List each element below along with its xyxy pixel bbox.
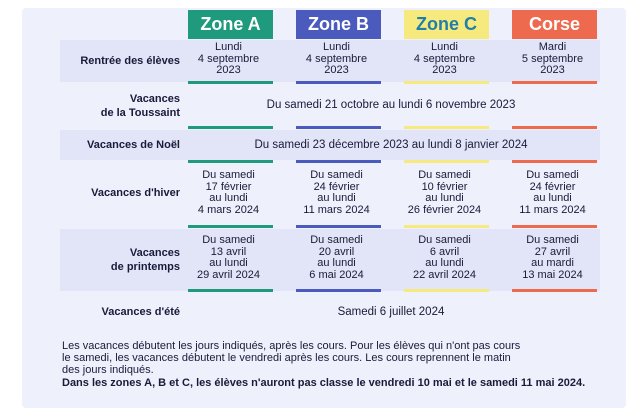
zone-bars: [0, 81, 639, 84]
zone-c-bar: [404, 289, 489, 292]
zone-b-header: Zone B: [296, 10, 381, 39]
zone-c-bar: [404, 225, 489, 228]
zone-bars: [0, 289, 639, 292]
zone-b-bar: [296, 225, 381, 228]
zone-a-bar: [188, 225, 273, 228]
cell-line: 13 mai 2024: [522, 268, 583, 281]
cell-line: 6 avril: [429, 245, 460, 258]
span-ete: Samedi 6 juillet 2024: [337, 306, 445, 318]
note-line: des jours indiqués.: [62, 364, 154, 376]
cell-line: au mardi: [531, 257, 574, 270]
zone-b-bar: [296, 289, 381, 292]
label-line: Vacances: [129, 93, 180, 105]
notes: [62, 340, 622, 389]
note-line: Les vacances débutent les jours indiqués, après les cours. Pour les élèves qui n'ont pas cours: [62, 340, 521, 352]
cell-line: 22 avril 2024: [413, 268, 476, 281]
cell-line: 4 septembre: [413, 52, 476, 65]
zone-c-bar: [404, 126, 489, 129]
cell-line: 4 septembre: [197, 52, 260, 65]
cell-line: Lundi: [431, 41, 458, 53]
zone-corse-header: Corse: [512, 10, 597, 39]
cell-line: au lundi: [425, 257, 464, 270]
note-bold: Dans les zones A, B et C, les élèves n'auront pas classe le vendredi 10 mai et le samedi 11 mai 2024.: [62, 377, 586, 389]
cell-line: Lundi: [323, 41, 350, 53]
zone-c-bar: [404, 81, 489, 84]
row-label-ete: Vacances d'été: [101, 306, 180, 318]
cell-line: 5 septembre: [521, 52, 584, 65]
zone-a-bar: [188, 160, 273, 163]
cell-rentree-zone-a: [186, 42, 271, 77]
cell-line: 17 février: [205, 180, 252, 193]
corse-bar: [512, 225, 597, 228]
cell-line: 2023: [540, 64, 565, 77]
cell-line: 10 février: [421, 180, 468, 193]
cell-line: 24 février: [313, 180, 360, 193]
cell-line: 13 avril: [210, 245, 247, 258]
cell-hiver-zone-a: [186, 170, 271, 216]
corse-bar: [512, 81, 597, 84]
zone-a-bar: [188, 81, 273, 84]
cell-line: Du samedi: [418, 169, 471, 181]
cell-rentree-zone-b: [294, 42, 379, 77]
cell-line: au lundi: [533, 192, 572, 205]
label-line: de la Toussaint: [100, 107, 180, 119]
zone-bars: [0, 160, 639, 163]
cell-hiver-zone-b: [294, 170, 379, 216]
row-hiver: [60, 164, 600, 224]
cell-line: 24 février: [529, 180, 576, 193]
cell-line: 2023: [324, 64, 349, 77]
cell-rentree-corse: [510, 42, 595, 77]
span-noel: Du samedi 23 décembre 2023 au lundi 8 janvier 2024: [254, 139, 528, 151]
cell-line: 11 mars 2024: [519, 203, 586, 216]
row-label-printemps: [60, 246, 180, 274]
cell-line: 6 mai 2024: [309, 268, 364, 281]
row-ete: [60, 295, 600, 327]
zone-bars: [0, 126, 639, 129]
span-toussaint: Du samedi 21 octobre au lundi 6 novembre 2023: [266, 99, 516, 111]
zone-header: [0, 10, 639, 40]
cell-line: 26 février 2024: [407, 203, 482, 216]
zone-b-bar: [296, 160, 381, 163]
row-label-noel: Vacances de Noël: [87, 139, 180, 151]
cell-line: Mardi: [538, 41, 567, 53]
cell-line: au lundi: [317, 257, 356, 270]
cell-line: Du samedi: [310, 234, 363, 246]
cell-printemps-zone-c: [402, 235, 487, 281]
cell-printemps-zone-b: [294, 235, 379, 281]
cell-rentree-zone-c: [402, 42, 487, 77]
cell-printemps-corse: [510, 235, 595, 281]
zone-a-header: Zone A: [188, 10, 273, 39]
zone-b-bar: [296, 126, 381, 129]
cell-line: au lundi: [209, 192, 248, 205]
cell-line: Du samedi: [310, 169, 363, 181]
label-line: de printemps: [110, 261, 180, 273]
row-noel: [60, 130, 600, 160]
cell-line: 27 avril: [534, 245, 571, 258]
cell-line: au lundi: [317, 192, 356, 205]
zone-c-bar: [404, 160, 489, 163]
cell-hiver-zone-c: [402, 170, 487, 216]
zone-c-header: Zone C: [404, 10, 489, 39]
corse-bar: [512, 289, 597, 292]
cell-line: 2023: [432, 64, 457, 77]
row-label-rentree: Rentrée des élèves: [80, 55, 180, 67]
row-label-toussaint: [60, 92, 180, 120]
zone-b-bar: [296, 81, 381, 84]
cell-line: Lundi: [215, 41, 242, 53]
cell-line: Du samedi: [418, 234, 471, 246]
zone-a-bar: [188, 126, 273, 129]
zone-a-bar: [188, 289, 273, 292]
corse-bar: [512, 160, 597, 163]
row-toussaint: [60, 86, 600, 126]
cell-line: 11 mars 2024: [303, 203, 370, 216]
cell-line: 29 avril 2024: [197, 268, 260, 281]
row-rentree: [60, 40, 600, 82]
cell-line: au lundi: [425, 192, 464, 205]
cell-line: Du samedi: [526, 169, 579, 181]
row-printemps: [60, 229, 600, 291]
cell-line: 2023: [216, 64, 241, 77]
cell-printemps-zone-a: [186, 235, 271, 281]
cell-line: Du samedi: [202, 169, 255, 181]
cell-line: 4 mars 2024: [197, 203, 260, 216]
cell-hiver-corse: [510, 170, 595, 216]
label-line: Vacances: [129, 247, 180, 259]
cell-line: 20 avril: [318, 245, 355, 258]
note-line: le samedi, les vacances débutent le vendredi après les cours. Les cours reprennent le matin: [62, 352, 511, 364]
cell-line: Du samedi: [526, 234, 579, 246]
row-label-hiver: Vacances d'hiver: [91, 187, 180, 199]
zone-bars: [0, 225, 639, 228]
cell-line: au lundi: [209, 257, 248, 270]
corse-bar: [512, 126, 597, 129]
cell-line: Du samedi: [202, 234, 255, 246]
cell-line: 4 septembre: [305, 52, 368, 65]
